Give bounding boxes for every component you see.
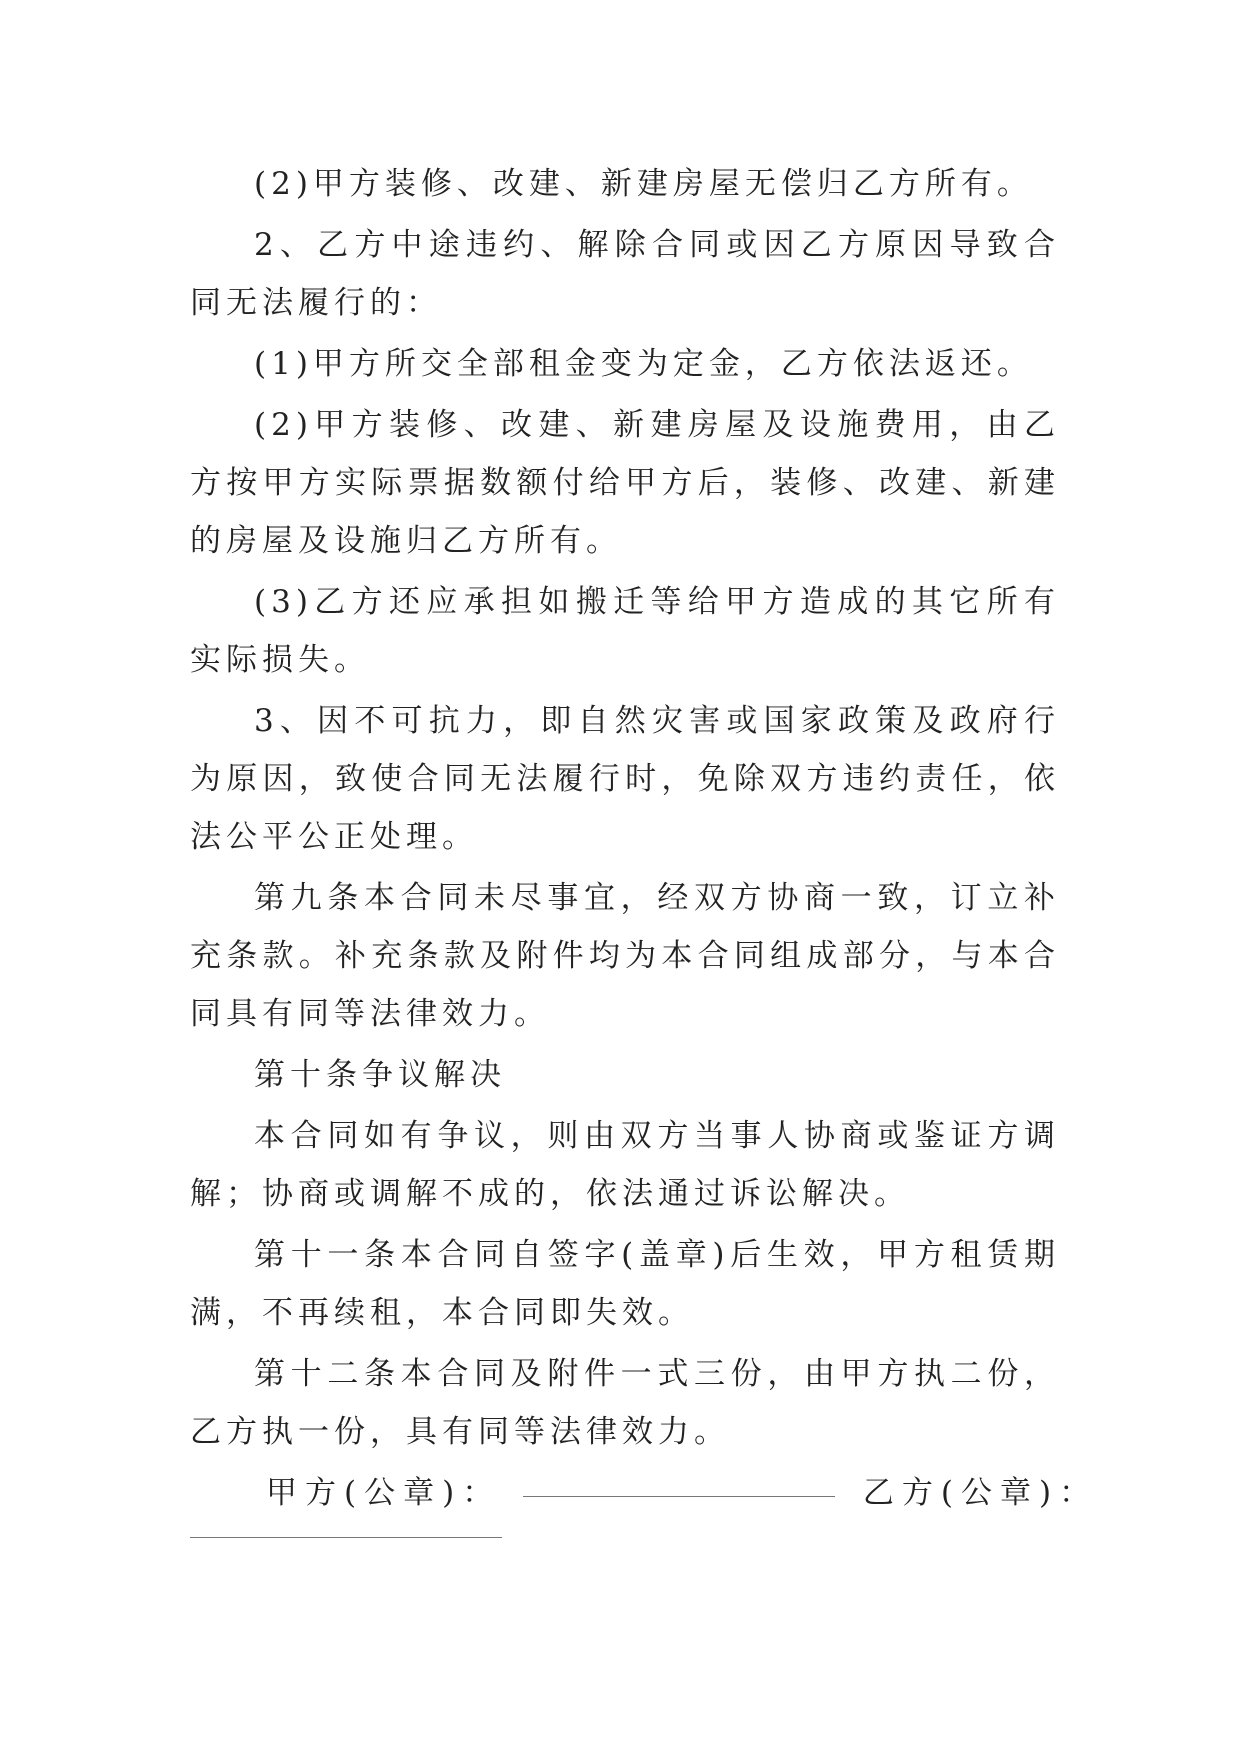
party-b-signature-line	[190, 1536, 502, 1538]
paragraph: (3)乙方还应承担如搬迁等给甲方造成的其它所有实际损失。	[190, 584, 1060, 678]
paragraph: 第十二条本合同及附件一式三份，由甲方执二份，乙方执一份，具有同等法律效力。	[190, 1356, 1060, 1450]
paragraph: 第九条本合同未尽事宜，经双方协商一致，订立补充条款。补充条款及附件均为本合同组成部分，与本合同具有同等法律效力。	[190, 880, 1060, 1032]
party-a-signature-line	[523, 1495, 835, 1497]
party-a-label: 甲方(公章)：	[266, 1475, 502, 1511]
paragraph: (2)甲方装修、改建、新建房屋及设施费用，由乙方按甲方实际票据数额付给甲方后，装修、改建、新建的房屋及设施归乙方所有。	[190, 407, 1060, 559]
document-page	[190, 155, 1099, 1542]
paragraph: (2)甲方装修、改建、新建房屋无偿归乙方所有。	[254, 166, 1033, 202]
party-b-label: 乙方(公章)：	[862, 1475, 1099, 1511]
paragraph: 本合同如有争议，则由双方当事人协商或鉴证方调解；协商或调解不成的，依法通过诉讼解决。	[190, 1118, 1060, 1212]
paragraph: (1)甲方所交全部租金变为定金，乙方依法返还。	[254, 346, 1033, 382]
paragraph: 2、乙方中途违约、解除合同或因乙方原因导致合同无法履行的：	[190, 227, 1060, 321]
paragraph: 第十一条本合同自签字(盖章)后生效，甲方租赁期满，不再续租，本合同即失效。	[190, 1237, 1060, 1331]
paragraph: 3、因不可抗力，即自然灾害或国家政策及政府行为原因，致使合同无法履行时，免除双方违约责任，依法公平公正处理。	[190, 703, 1060, 855]
section-heading: 第十条争议解决	[254, 1057, 506, 1093]
signature-row	[190, 1464, 1099, 1522]
